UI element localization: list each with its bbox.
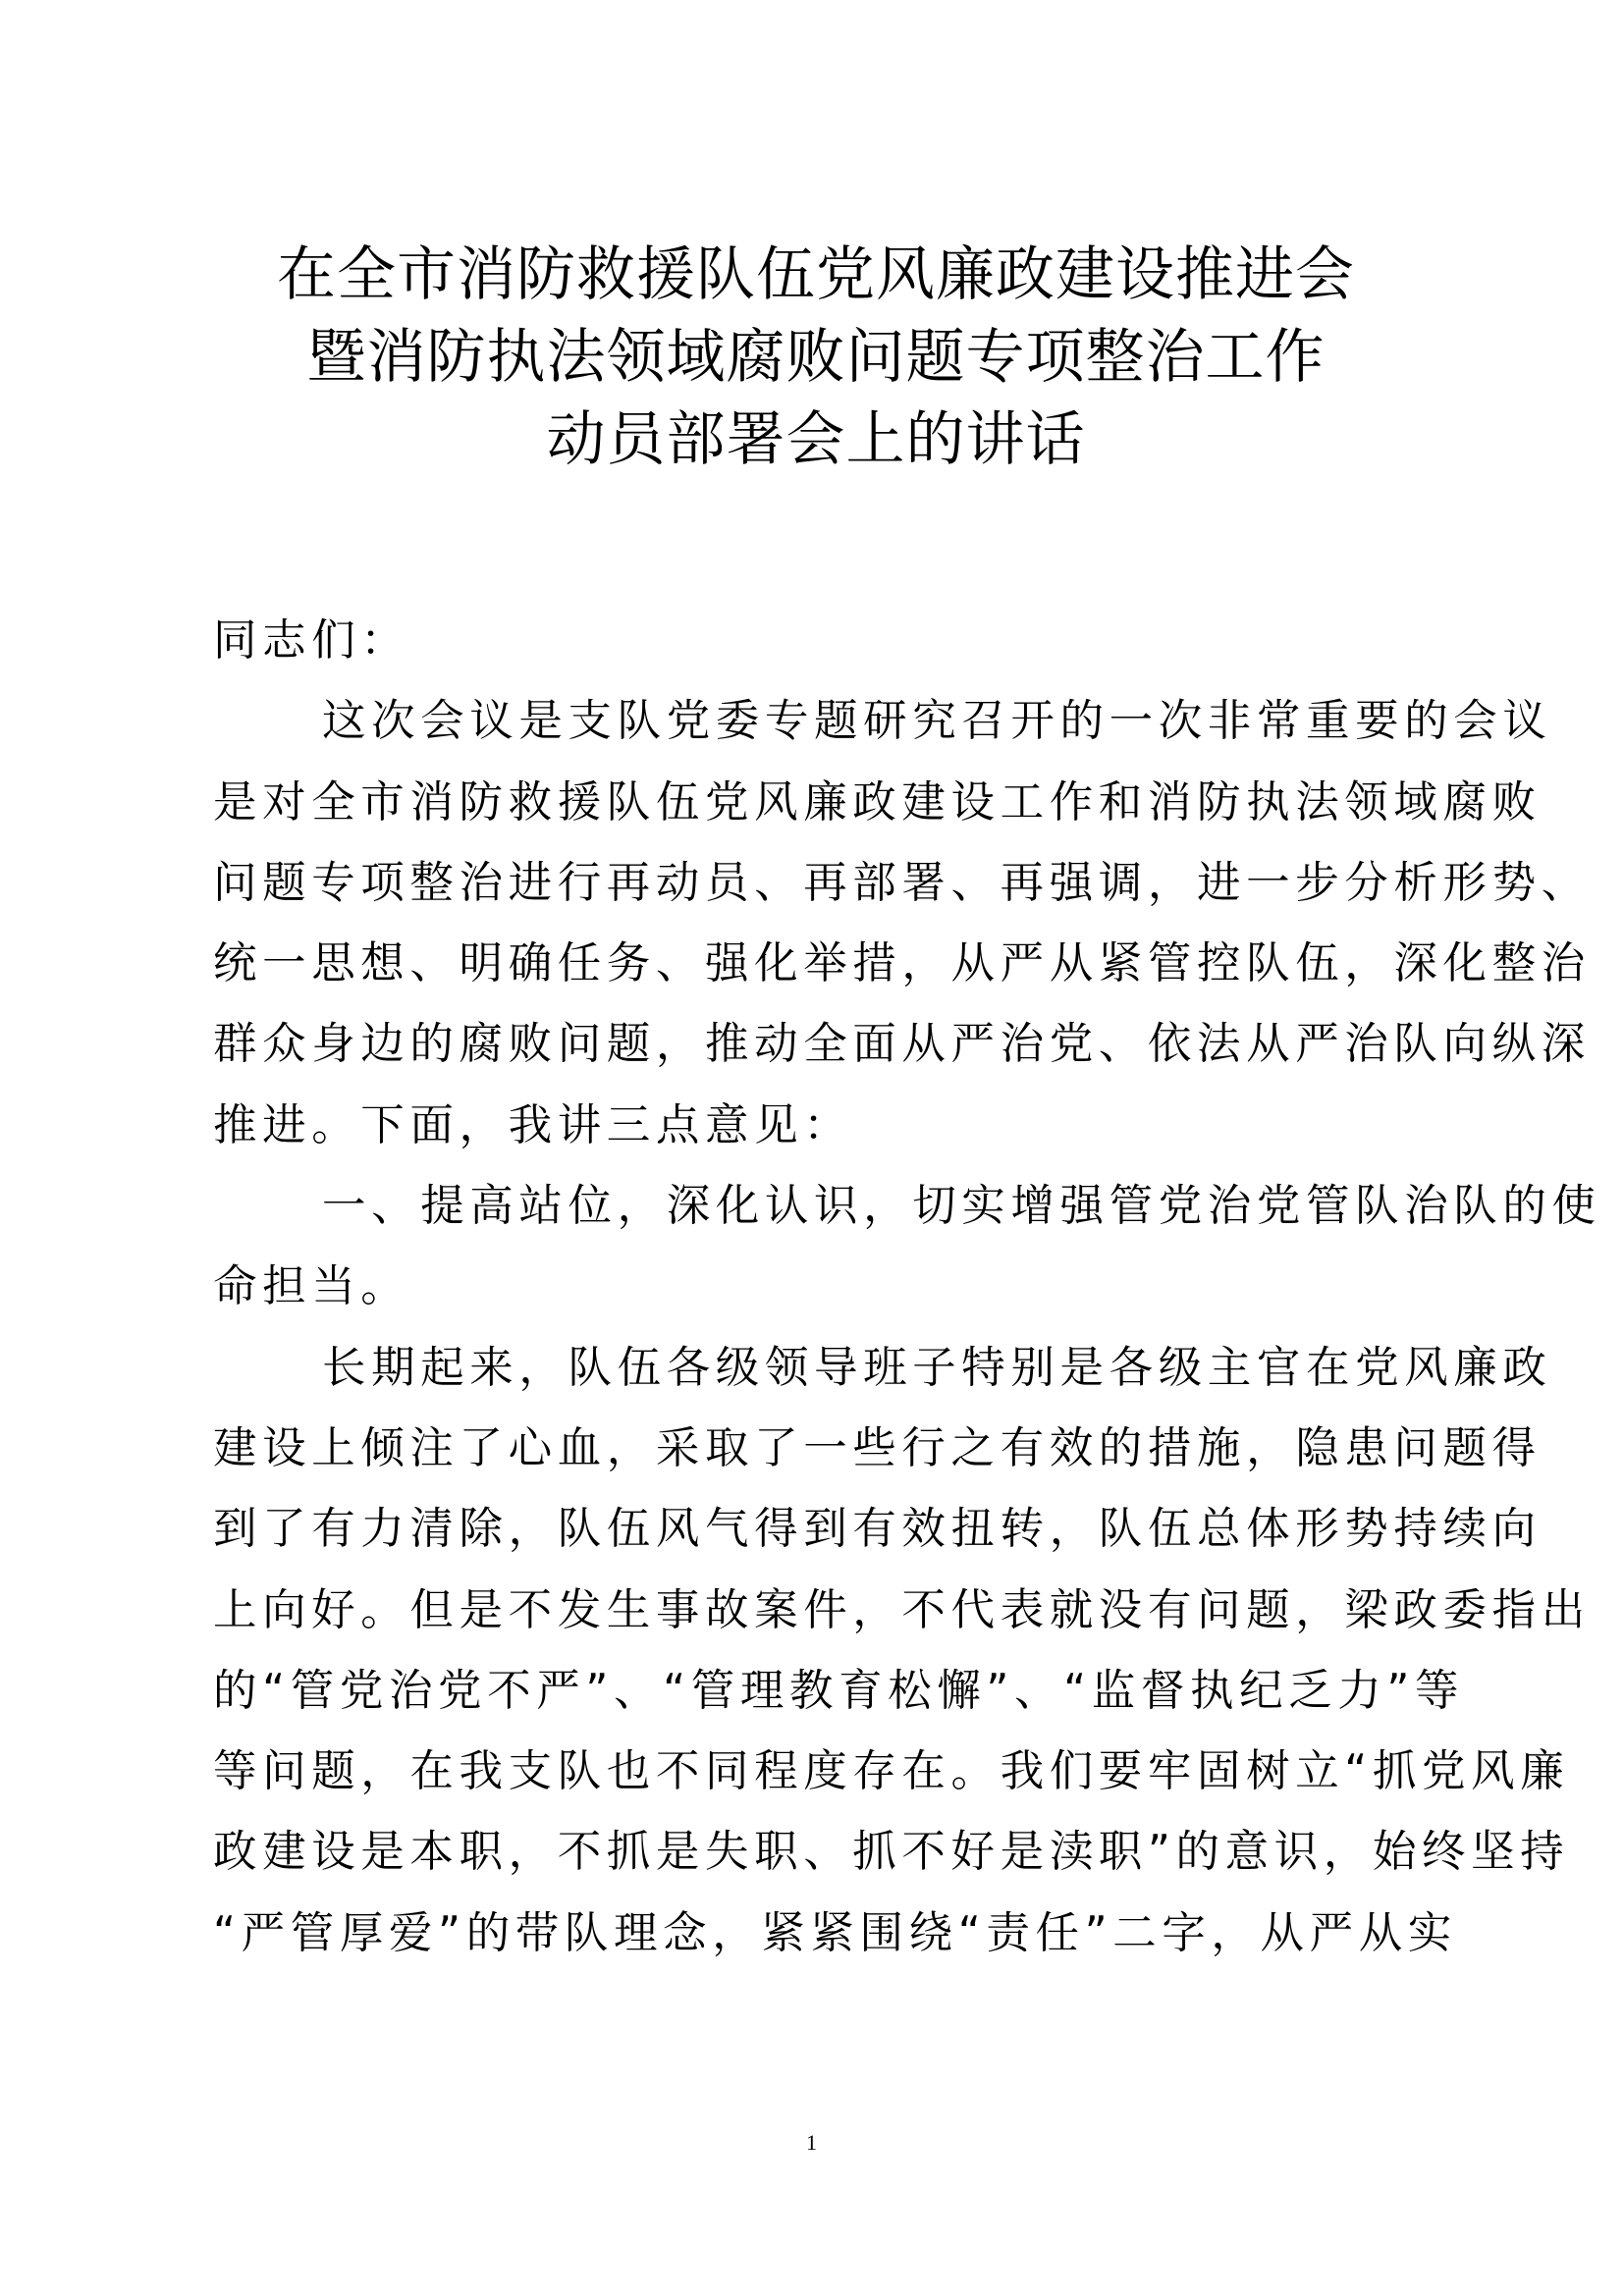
document-title <box>213 234 1419 481</box>
page-number: 1 <box>806 2130 817 2155</box>
section-heading-line: 命担当。 <box>213 1261 410 1312</box>
title-line-3: 动员部署会上的讲话 <box>546 405 1086 474</box>
title-line-2: 暨消防执法领域腐败问题专项整治工作 <box>306 323 1325 392</box>
body-line: 统一思想、明确任务、强化举措，从严从紧管控队伍，深化整治 <box>213 938 1591 989</box>
salutation: 同志们： <box>213 615 410 666</box>
title-line-1: 在全市消防救援队伍党风廉政建设推进会 <box>277 240 1355 309</box>
section-heading-line: 一、提高站位，深化认识，切实增强管党治党管队治队的使 <box>322 1181 1601 1232</box>
body-line: 的“管党治党不严”、“管理教育松懈”、“监督执纪乏力”等 <box>213 1665 1465 1716</box>
body-line: 上向好。但是不发生事故案件，不代表就没有问题，梁政委指出 <box>213 1584 1591 1635</box>
body-line: 是对全市消防救援队伍党风廉政建设工作和消防执法领域腐败 <box>213 776 1542 828</box>
body-line: 群众身边的腐败问题，推动全面从严治党、依法从严治队向纵深 <box>213 1019 1591 1070</box>
body-line: 等问题，在我支队也不同程度存在。我们要牢固树立“抓党风廉 <box>213 1746 1570 1797</box>
body-line: 问题专项整治进行再动员、再部署、再强调，进一步分析形势、 <box>213 857 1591 908</box>
body-line: 建设上倾注了心血，采取了一些行之有效的措施，隐患问题得 <box>213 1422 1542 1473</box>
body-line: 政建设是本职，不抓是失职、抓不好是渎职”的意识，始终坚持 <box>213 1827 1570 1878</box>
body-line: 推进。下面，我讲三点意见： <box>213 1099 853 1150</box>
body-line: 到了有力清除，队伍风气得到有效扭转，队伍总体形势持续向 <box>213 1504 1542 1555</box>
body-line: 长期起来，队伍各级领导班子特别是各级主官在党风廉政 <box>322 1342 1552 1393</box>
body-line: 这次会议是支队党委专题研究召开的一次非常重要的会议 <box>322 696 1552 747</box>
document-body <box>213 601 1601 1974</box>
body-line: “严管厚爱”的带队理念，紧紧围绕“责任”二字，从严从实 <box>213 1907 1457 1958</box>
